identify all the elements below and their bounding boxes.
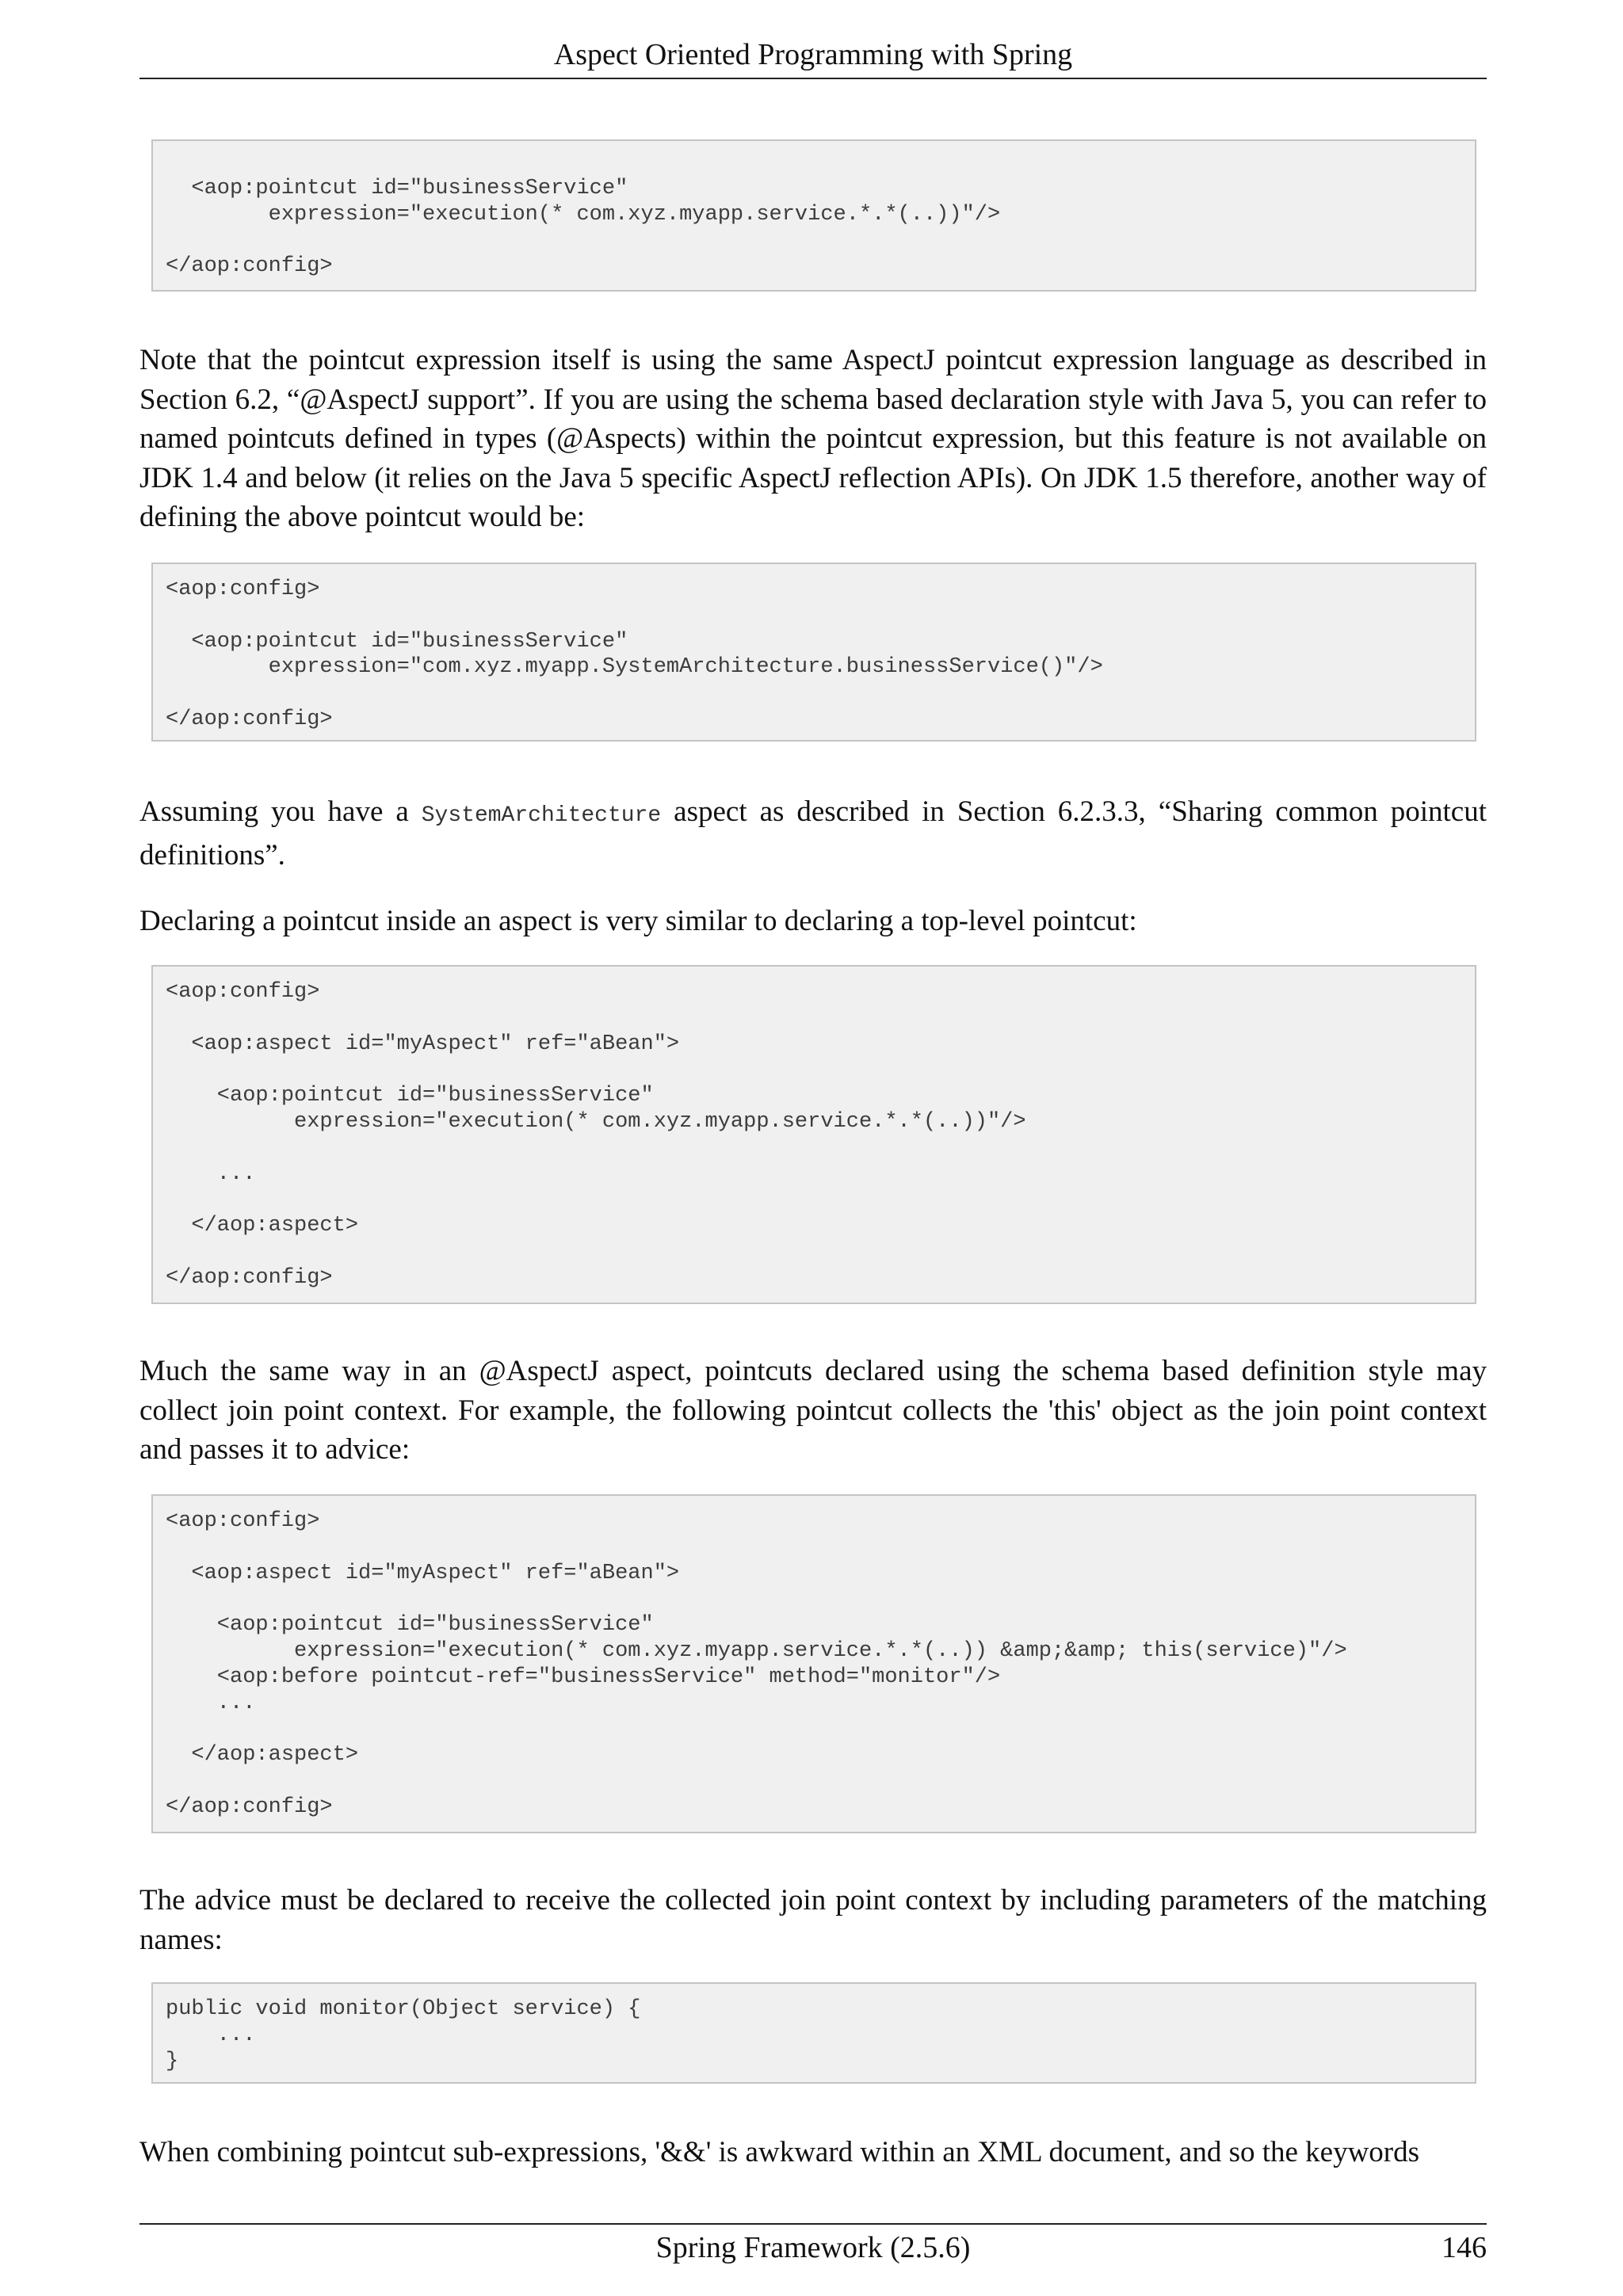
code-block-2 xyxy=(151,563,1476,742)
code-text: public void monitor(Object service) { ... } xyxy=(166,1997,641,2073)
paragraph-combining-subexpressions: When combining pointcut sub-expressions, '&&' is awkward within an XML document, and so the keywords xyxy=(139,2136,1420,2168)
paragraph-advice-parameters: The advice must be declared to receive the collected join point context by including parameters of the matching names: xyxy=(139,1884,1487,1956)
code-block-1 xyxy=(151,139,1476,292)
code-text: <aop:config> <aop:pointcut id="businessService" expression="com.xyz.myapp.SystemArchitecture.businessService()"/> </aop:config> xyxy=(166,578,1103,731)
footer-title: Spring Framework (2.5.6) xyxy=(655,2231,971,2264)
code-block-4 xyxy=(151,1494,1476,1833)
paragraph-system-architecture xyxy=(139,792,1487,875)
page-number: 146 xyxy=(1442,2231,1487,2264)
paragraph-pointcut-expression: Note that the pointcut expression itself is using the same AspectJ pointcut expression language as described in Section 6.2, “@AspectJ support”. If you are using the schema based declaration style with Java 5, you can refer to named pointcuts defined in types (@Aspects) within the pointcut expression, but this feature is not available on JDK 1.4 and below (it relies on the Java 5 specific AspectJ reflection APIs). On JDK 1.5 therefore, another way of defining the above pointcut would be: xyxy=(139,344,1487,533)
code-text: <aop:config> <aop:aspect id="myAspect" ref="aBean"> <aop:pointcut id="businessService" expression="execution(* com.xyz.myapp.service.*.*(..)) &amp;&amp; this(service)"/> <aop:before pointcut-ref="businessService" method="monitor"/> ... </aop:aspect> </aop:config> xyxy=(166,1509,1347,1819)
paragraph-join-point-context: Much the same way in an @AspectJ aspect, pointcuts declared using the schema based definition style may collect join point context. For example, the following pointcut collects the 'this' object as the join point context and passes it to advice: xyxy=(139,1355,1487,1466)
paragraph-declaring-pointcut: Declaring a pointcut inside an aspect is very similar to declaring a top-level pointcut: xyxy=(139,905,1137,937)
header-title: Aspect Oriented Programming with Spring xyxy=(553,38,1073,71)
code-text: <aop:config> <aop:aspect id="myAspect" ref="aBean"> <aop:pointcut id="businessService" expression="execution(* com.xyz.myapp.service.*.*(..))"/> ... </aop:aspect> </aop:config> xyxy=(166,980,1026,1290)
code-block-3 xyxy=(151,965,1476,1304)
code-text: <aop:pointcut id="businessService" expression="execution(* com.xyz.myapp.service.*.*(..))"/> </aop:config> xyxy=(166,177,1001,279)
paragraph-text: aspect as described in Section 6.2.3.3, “Sharing common pointcut definitions”. xyxy=(139,795,1487,871)
page-header xyxy=(139,32,1487,79)
page-footer xyxy=(139,2223,1487,2271)
paragraph-text: Assuming you have a xyxy=(139,795,422,828)
inline-code: SystemArchitecture xyxy=(421,803,662,828)
code-block-5 xyxy=(151,1982,1476,2084)
